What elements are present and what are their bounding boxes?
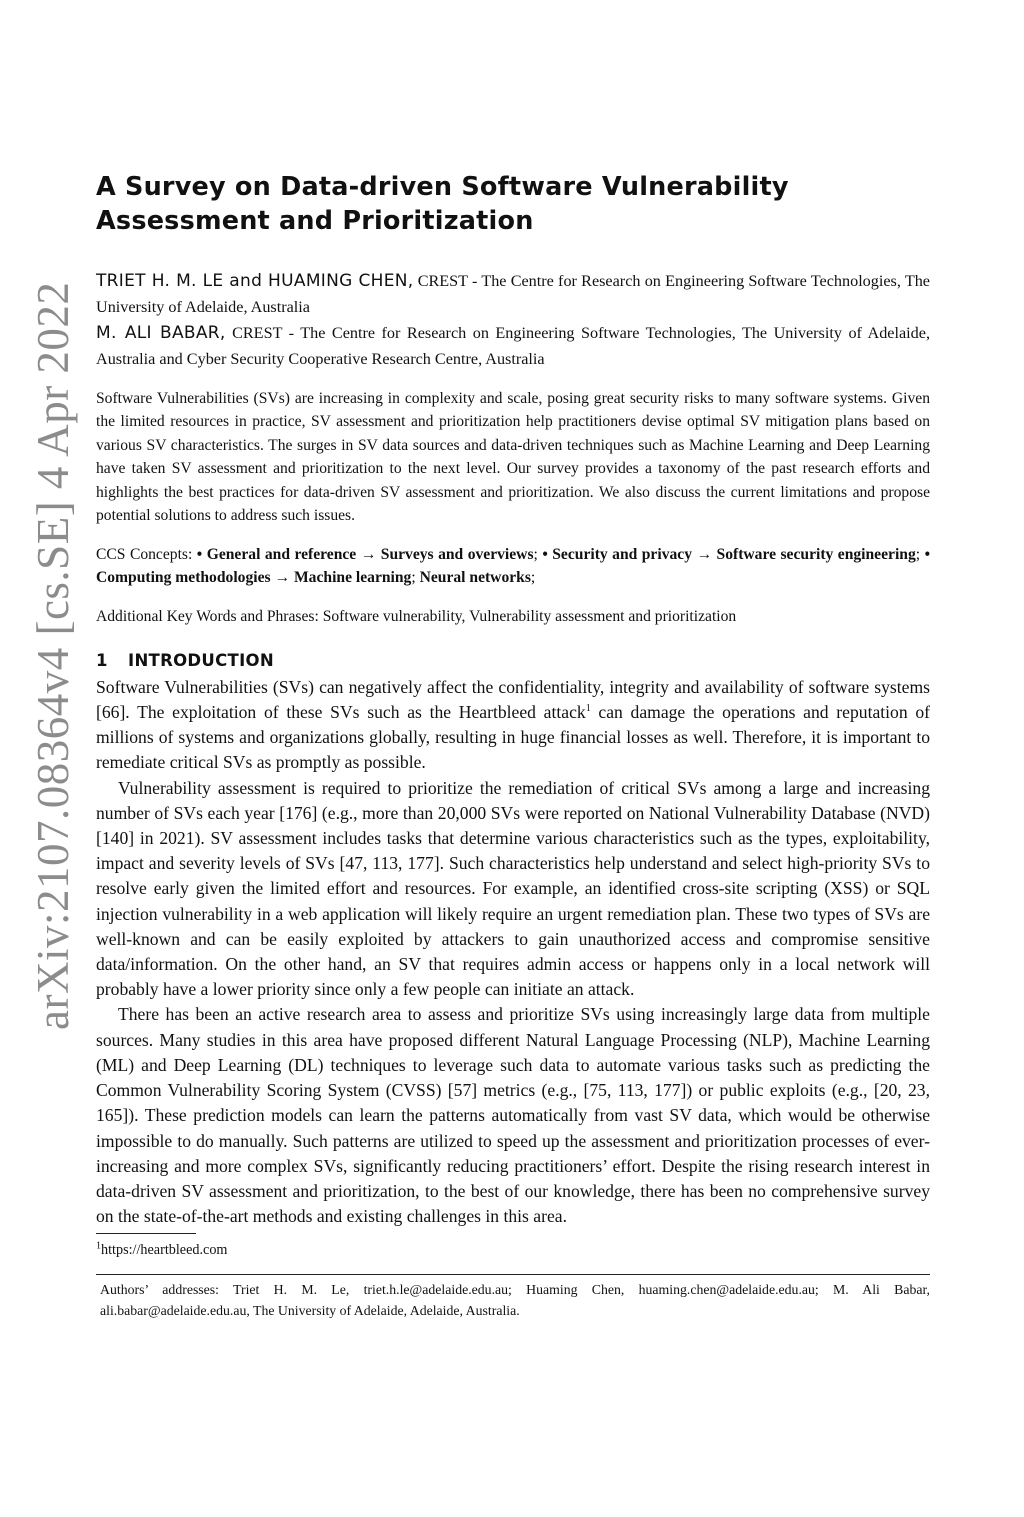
ccs-sep-3: ; [411, 569, 420, 587]
paper-title: A Survey on Data-driven Software Vulnerability Assessment and Prioritization [96, 172, 789, 236]
section-number: 1 [96, 650, 108, 670]
address-divider [96, 1274, 930, 1275]
ccs-item-1a: • General and reference [196, 546, 357, 564]
ccs-sep-1: ; [533, 546, 543, 564]
footnote-ref[interactable]: 1 [585, 703, 591, 715]
paragraph-2: Vulnerability assessment is required to prioritize the remediation of critical SVs among a large and increasing number of SVs each year [176] (e.g., more than 20,000 SVs were reported on National Vulnerability Database (NVD) [140] in 2021). SV assessment includes tasks that determine various characteristics such as the types, exploitability, impact and severity levels of SVs [47, 113, 177]. Such characteristics help understand and select high-priority SVs to resolve early given the limited effort and resources. For example, an identified cross-site scripting (XSS) or SQL injection vulnerability in a web application will likely require an urgent remediation plan. These two types of SVs are well-known and can be easily exploited by attackers to gain unauthorized access and compromise sensitive data/information. On the other hand, an SV that requires admin access or happens only in a local network will probably have a lower priority since only a few people can initiate an attack. [96, 777, 930, 1000]
author-block-1 [96, 268, 930, 320]
paper-page [96, 170, 930, 1335]
paragraph-1-part-a: Software Vulnerabilities (SVs) can negatively affect the confidentiality, integrity and availability of software systems [66]. The exploitation of these SVs such as the Heartbleed attack [96, 676, 930, 723]
arxiv-identifier: arXiv:2107.08364v4 [cs.SE] 4 Apr 2022 [28, 281, 78, 1030]
ccs-item-2b: Software security engineering [716, 546, 916, 564]
paragraph-1-part-b: can damage the operations and reputation of millions of systems and organizations globally, resulting in huge financial losses as well. Therefore, it is important to remediate critical SVs as promptly as possible. [96, 702, 931, 773]
paragraph-1 [96, 675, 930, 776]
paragraph-3: There has been an active research area to assess and prioritize SVs using increasingly large data from multiple sources. Many studies in this area have proposed different Natural Language Processing (NLP), Machine Learning (ML) and Deep Learning (DL) techniques to leverage such data to automate various tasks such as predicting the Common Vulnerability Scoring System (CVSS) [57] metrics (e.g., [75, 113, 177]) or public exploits (e.g., [20, 23, 165]). These prediction models can learn the patterns automatically from vast SV data, which would be otherwise impossible to do manually. Such patterns are utilized to speed up the assessment and prioritization processes of ever-increasing and more complex SVs, significantly reducing practitioners’ effort. Despite the rising research interest in data-driven SV assessment and prioritization, to the best of our knowledge, there has been no comprehensive survey on the state-of-the-art methods and existing challenges in this area. [96, 1004, 930, 1227]
ccs-item-1b: Surveys and overviews [380, 546, 534, 564]
author-affiliation-2: CREST - The Centre for Research on Engineering Software Technologies, The University of Adelaide, Australia and Cyber Security Cooperative Research Centre, Australia [96, 324, 930, 368]
author-names-2: M. ALI BABAR, [96, 323, 226, 343]
body-text [96, 675, 930, 1229]
author-names-1: TRIET H. M. LE and HUAMING CHEN, [96, 271, 414, 291]
footnote-link[interactable]: https://heartbleed.com [101, 1242, 228, 1259]
footnote-mark: 1 [96, 1240, 101, 1252]
author-addresses: Authors’ addresses: Triet H. M. Le, triet.h.le@adelaide.edu.au; Huaming Chen, huaming.chen@adelaide.edu.au; M. Ali Babar, ali.babar@adelaide.edu.au, The University of Adelaide, Adelaide, Australia. [100, 1282, 930, 1318]
ccs-arrow-3: → [270, 569, 294, 587]
ccs-end: ; [530, 569, 536, 587]
author-block-2 [96, 320, 930, 372]
author-list [96, 268, 930, 372]
ccs-sep-2: ; [915, 546, 925, 564]
abstract: Software Vulnerabilities (SVs) are increasing in complexity and scale, posing great security risks to many software systems. Given the limited resources in practice, SV assessment and prioritization help practitioners devise optimal SV mitigation plans based on various SV characteristics. The surges in SV data sources and data-driven techniques such as Machine Learning and Deep Learning have taken SV assessment and prioritization to the next level. Our survey provides a taxonomy of the past research efforts and highlights the best practices for data-driven SV assessment and prioritization. We also discuss the current limitations and propose potential solutions to address such issues. [96, 390, 930, 525]
ccs-item-3b: Machine learning [293, 569, 412, 587]
ccs-item-3c: Neural networks [419, 569, 531, 587]
section-heading [96, 649, 930, 673]
ccs-label: CCS Concepts: [96, 546, 197, 564]
ccs-item-3a: • Computing methodologies [96, 546, 931, 587]
author-affiliation-1: CREST - The Centre for Research on Engineering Software Technologies, The University of Adelaide, Australia [96, 272, 930, 316]
ccs-arrow-1: → [356, 546, 381, 564]
footnote [96, 1240, 930, 1260]
keywords: Additional Key Words and Phrases: Software vulnerability, Vulnerability assessment and prioritization [96, 608, 737, 626]
ccs-arrow-2: → [692, 546, 717, 564]
ccs-concepts [96, 543, 930, 590]
footnote-divider [96, 1233, 196, 1234]
ccs-item-2a: • Security and privacy [542, 546, 693, 564]
section-title: INTRODUCTION [128, 650, 274, 670]
